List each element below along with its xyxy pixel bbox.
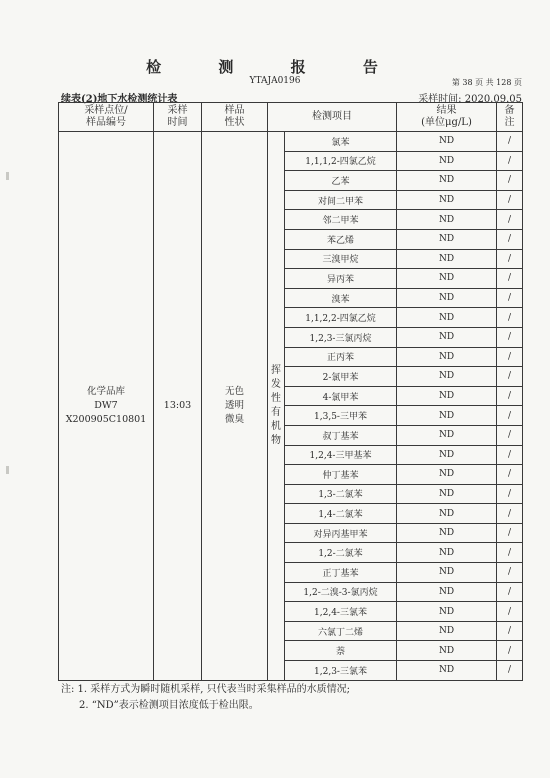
test-item-cell: 对间二甲苯	[285, 190, 397, 210]
result-cell: ND	[397, 445, 497, 465]
result-cell: ND	[397, 249, 497, 269]
result-cell: ND	[397, 210, 497, 230]
sampling-date: 采样时间: 2020.09.05	[418, 94, 522, 105]
table-title: 续表(2)地下水检测统计表	[61, 94, 178, 105]
result-cell: ND	[397, 563, 497, 583]
footnote: 注: 1. 采样方式为瞬时随机采样, 只代表当时采集样品的水质情况;	[61, 684, 350, 695]
test-item-cell: 叔丁基苯	[285, 425, 397, 445]
note-cell: /	[497, 602, 523, 622]
note-cell: /	[497, 445, 523, 465]
footnote: 2. “ND”表示检测项目浓度低于检出限。	[79, 700, 259, 711]
test-item-cell: 仲丁基苯	[285, 465, 397, 485]
header-sample-state: 样品 性状	[202, 103, 268, 132]
note-cell: /	[497, 269, 523, 289]
test-item-cell: 1,2-二氯苯	[285, 543, 397, 563]
result-cell: ND	[397, 229, 497, 249]
result-cell: ND	[397, 151, 497, 171]
note-cell: /	[497, 504, 523, 524]
result-cell: ND	[397, 523, 497, 543]
result-cell: ND	[397, 602, 497, 622]
test-item-cell: 三溴甲烷	[285, 249, 397, 269]
note-cell: /	[497, 367, 523, 387]
test-item-cell: 1,2,4-三氯苯	[285, 602, 397, 622]
test-item-cell: 乙苯	[285, 171, 397, 191]
note-cell: /	[497, 406, 523, 426]
note-cell: /	[497, 347, 523, 367]
result-cell: ND	[397, 484, 497, 504]
note-cell: /	[497, 171, 523, 191]
note-cell: /	[497, 229, 523, 249]
result-cell: ND	[397, 425, 497, 445]
header-note: 备 注	[497, 103, 523, 132]
result-cell: ND	[397, 641, 497, 661]
result-cell: ND	[397, 269, 497, 289]
test-item-cell: 1,2-二溴-3-氯丙烷	[285, 582, 397, 602]
test-item-cell: 1,2,4-三甲基苯	[285, 445, 397, 465]
note-cell: /	[497, 288, 523, 308]
result-cell: ND	[397, 288, 497, 308]
result-cell: ND	[397, 582, 497, 602]
note-cell: /	[497, 661, 523, 681]
result-cell: ND	[397, 504, 497, 524]
sample-point-cell: 化学品库 DW7 X200905C10801	[59, 132, 154, 681]
footnotes	[61, 682, 350, 714]
note-cell: /	[497, 308, 523, 328]
note-cell: /	[497, 563, 523, 583]
note-cell: /	[497, 132, 523, 152]
test-item-cell: 邻二甲苯	[285, 210, 397, 230]
result-cell: ND	[397, 386, 497, 406]
test-item-cell: 对异丙基甲苯	[285, 523, 397, 543]
test-item-cell: 溴苯	[285, 288, 397, 308]
groundwater-results-table	[58, 102, 523, 681]
note-cell: /	[497, 641, 523, 661]
note-cell: /	[497, 543, 523, 563]
result-cell: ND	[397, 132, 497, 152]
result-cell: ND	[397, 465, 497, 485]
result-cell: ND	[397, 347, 497, 367]
test-item-cell: 1,2,3-三氯苯	[285, 661, 397, 681]
result-cell: ND	[397, 367, 497, 387]
table-row	[59, 132, 523, 152]
note-cell: /	[497, 582, 523, 602]
note-cell: /	[497, 465, 523, 485]
note-cell: /	[497, 210, 523, 230]
test-item-cell: 1,1,1,2-四氯乙烷	[285, 151, 397, 171]
test-item-cell: 1,3,5-三甲苯	[285, 406, 397, 426]
binding-hole-mark	[6, 172, 9, 180]
test-item-cell: 正丙苯	[285, 347, 397, 367]
result-cell: ND	[397, 406, 497, 426]
test-item-cell: 2-氯甲苯	[285, 367, 397, 387]
note-cell: /	[497, 621, 523, 641]
result-cell: ND	[397, 190, 497, 210]
test-item-cell: 氯苯	[285, 132, 397, 152]
test-item-cell: 正丁基苯	[285, 563, 397, 583]
note-cell: /	[497, 249, 523, 269]
test-item-cell: 1,4-二氯苯	[285, 504, 397, 524]
result-cell: ND	[397, 171, 497, 191]
note-cell: /	[497, 425, 523, 445]
table-header-row	[59, 103, 523, 132]
page-info: 第 38 页 共 128 页	[451, 78, 522, 87]
note-cell: /	[497, 151, 523, 171]
note-cell: /	[497, 190, 523, 210]
test-item-cell: 1,3-二氯苯	[285, 484, 397, 504]
note-cell: /	[497, 327, 523, 347]
result-cell: ND	[397, 327, 497, 347]
test-item-cell: 1,2,3-三氯丙烷	[285, 327, 397, 347]
header-test-item: 检测项目	[268, 103, 397, 132]
note-cell: /	[497, 523, 523, 543]
report-code: YTAJA0196	[249, 76, 301, 86]
note-cell: /	[497, 386, 523, 406]
binding-hole-mark	[6, 466, 9, 474]
test-item-cell: 萘	[285, 641, 397, 661]
header-sample-point: 采样点位/ 样品编号	[59, 103, 154, 132]
sample-state-cell: 无色 透明 微臭	[202, 132, 268, 681]
sample-time-cell: 13:03	[154, 132, 202, 681]
test-item-cell: 六氯丁二烯	[285, 621, 397, 641]
category-cell: 挥 发 性 有 机 物	[268, 132, 285, 681]
test-item-cell: 4-氯甲苯	[285, 386, 397, 406]
result-cell: ND	[397, 308, 497, 328]
report-title: 检 测 报 告	[146, 58, 404, 76]
header-result: 结果 (单位μg/L)	[397, 103, 497, 132]
note-cell: /	[497, 484, 523, 504]
header-sample-time: 采样 时间	[154, 103, 202, 132]
result-cell: ND	[397, 621, 497, 641]
test-item-cell: 异丙苯	[285, 269, 397, 289]
test-item-cell: 1,1,2,2-四氯乙烷	[285, 308, 397, 328]
result-cell: ND	[397, 543, 497, 563]
test-item-cell: 苯乙烯	[285, 229, 397, 249]
result-cell: ND	[397, 661, 497, 681]
